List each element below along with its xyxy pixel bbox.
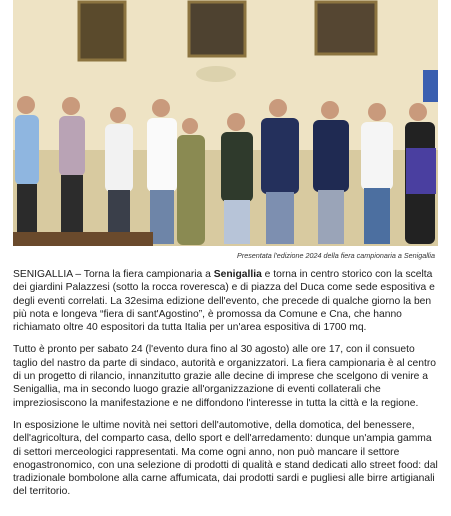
photo-caption: Presentata l'edizione 2024 della fiera campionaria a Senigallia <box>237 251 435 260</box>
dateline: SENIGALLIA <box>13 269 73 280</box>
paragraph-1-text-a: – Torna la fiera campionaria a <box>72 269 214 280</box>
paragraph-2: Tutto è pronto per sabato 24 (l'evento dura fino al 30 agosto) alle ore 17, con il consueto taglio del nastro da parte di sindaco, autorità e organizzatori. La fiera campionaria è al centro di un progetto di rilancio, innanzitutto grazie alle decine di imprese che scelgono di venire a Senigallia, ma in secondo luogo grazie all'organizzazione di eventi collaterali che impreziosiscono la manifestazione e ne diffondono l'interesse in tutta la città e la regione. <box>13 344 436 409</box>
article-body <box>13 268 438 508</box>
paragraph-3: In esposizione le ultime novità nei settori dell'automotive, della domotica, del benessere, dell'agricoltura, del comparto casa, dello sport e dell'arredamento: dunque un'ampia gamma di settori merceologici rappresentati. Ma come ogni anno, non può mancare il settore enogastronomico, con una selezione di prodotti di qualità e stand dedicati allo street food: dal tradizionale bombolone alla carne affumicata, dai prodotti sardi e pugliesi alle birre artigianali del territorio. <box>13 419 438 498</box>
paragraph-1 <box>13 268 438 334</box>
group-photo <box>13 0 438 246</box>
paragraph-1-text-b: e torna in centro storico con la scelta dei giardini Palazzesi (sotto la rocca roveresca) e di piazza del Duca come sede espositiva e degli eventi correlati. La 32esima edizione dell'evento, che precede di qualche giorno la ben più nota e longeva “fiera di sant'Agostino”, è promossa da Comune e Cna, che hanno richiamato oltre 40 espositori da tutta Italia per un'area espositiva di 1700 mq. <box>13 269 435 334</box>
photo-scene <box>13 0 438 246</box>
highlight-senigallia: Senigallia <box>213 269 262 280</box>
